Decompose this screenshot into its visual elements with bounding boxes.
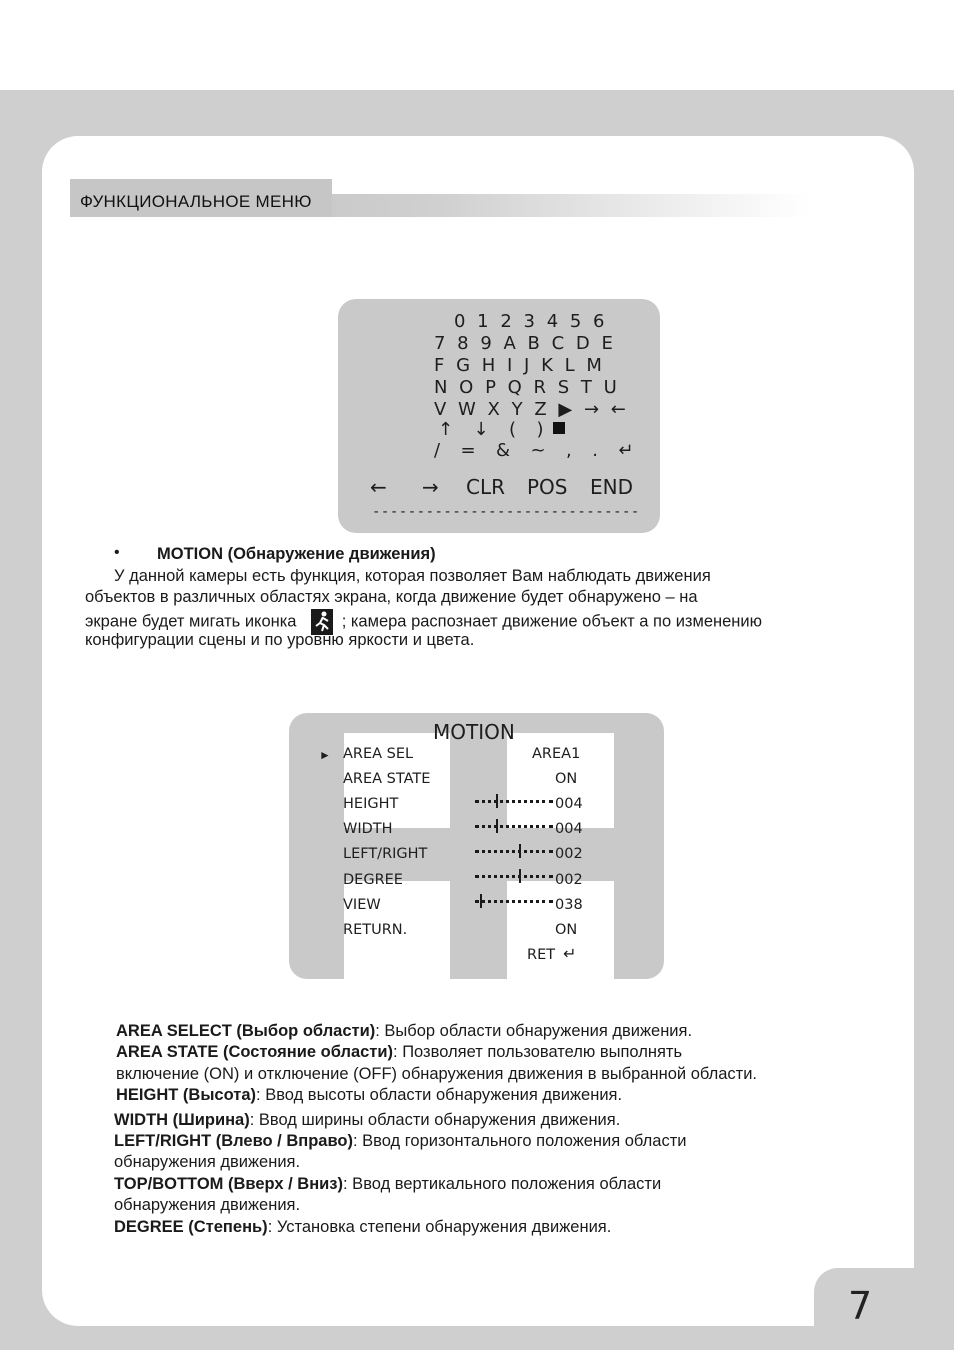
- definition-continuation: обнаружения движения.: [114, 1196, 301, 1214]
- charset-row: 0 1 2 3 4 5 6: [454, 311, 608, 332]
- paragraph-line: У данной камеры есть функция, которая позволяет Вам наблюдать движения: [114, 567, 711, 585]
- menu-item-label: WIDTH: [343, 821, 393, 837]
- block-char-icon: [553, 422, 565, 434]
- definition-area-select: AREA SELECT (Выбор области): Выбор области обнаружения движения.: [116, 1022, 693, 1040]
- definition-area-state: AREA STATE (Состояние области): Позволяет пользователю выполнять: [116, 1043, 683, 1061]
- definition-left-right: LEFT/RIGHT (Влево / Вправо): Ввод горизонтального положения области: [114, 1132, 687, 1150]
- menu-title: MOTION: [433, 720, 515, 744]
- left-right-slider: [475, 844, 553, 858]
- nav-pos: POS: [527, 475, 568, 499]
- menu-item-value: 004: [555, 796, 583, 812]
- charset-row: 7 8 9 A B C D E: [434, 333, 616, 354]
- menu-item-label: DEGREE: [343, 872, 403, 888]
- page-number-tab: [814, 1268, 954, 1350]
- definition-continuation: обнаружения движения.: [114, 1153, 301, 1171]
- charset-row: F G H I J K L M: [434, 355, 605, 376]
- charset-row: ↑ ↓ ( ): [438, 419, 547, 440]
- menu-item-label: HEIGHT: [343, 796, 399, 812]
- menu-item-label: AREA STATE: [343, 771, 431, 787]
- section-title: ФУНКЦИОНАЛЬНОЕ МЕНЮ: [80, 192, 312, 211]
- charset-row: / = & ~ , . ↵: [434, 440, 637, 461]
- nav-right-arrow: →: [422, 475, 439, 499]
- charset-row: V W X Y Z ▶ → ←: [434, 399, 629, 420]
- nav-left-arrow: ←: [370, 475, 387, 499]
- menu-item-value: ON: [555, 771, 578, 787]
- ret-label: RET: [527, 947, 556, 963]
- menu-item-label: VIEW: [343, 897, 381, 913]
- menu-item-label: RETURN.: [343, 922, 408, 938]
- charset-row: N O P Q R S T U: [434, 377, 620, 398]
- width-slider: [475, 819, 553, 833]
- menu-item-value: ON: [555, 922, 578, 938]
- page-number: 7: [848, 1284, 873, 1328]
- menu-item-value: 038: [555, 897, 583, 913]
- nav-clr: CLR: [466, 475, 506, 499]
- bullet: •: [114, 544, 120, 561]
- view-slider: [475, 894, 553, 908]
- nav-end: END: [590, 475, 633, 499]
- menu-item-value: 002: [555, 846, 583, 862]
- definition-top-bottom: TOP/BOTTOM (Вверх / Вниз): Ввод вертикального положения области: [114, 1175, 662, 1193]
- definition-width: WIDTH (Ширина): Ввод ширины области обнаружения движения.: [114, 1111, 621, 1129]
- paragraph-text: экране будет мигать иконка: [85, 612, 297, 631]
- degree-slider: [475, 869, 553, 883]
- definition-height: HEIGHT (Высота): Ввод высоты области обнаружения движения.: [116, 1086, 623, 1104]
- height-slider: [475, 794, 553, 808]
- menu-item-value: 004: [555, 821, 583, 837]
- paragraph-text: ; камера распознает движение объект а по изменению: [341, 612, 763, 631]
- paragraph-line: объектов в различных областях экрана, когда движение будет обнаружено – на: [85, 588, 698, 606]
- motion-heading: MOTION (Обнаружение движения): [157, 545, 436, 563]
- definition-continuation: включение (ON) и отключение (OFF) обнаружения движения в выбранной области.: [116, 1065, 757, 1083]
- menu-item-value: AREA1: [532, 746, 581, 762]
- paragraph-line: конфигурации сцены и по уровню яркости и цвета.: [85, 631, 475, 649]
- input-dashes: ------------------------------: [372, 504, 640, 520]
- menu-item-label: LEFT/RIGHT: [343, 846, 428, 862]
- menu-item-value: 002: [555, 872, 583, 888]
- definition-degree: DEGREE (Степень): Установка степени обнаружения движения.: [114, 1218, 612, 1236]
- return-arrow-icon: ↵: [563, 944, 577, 963]
- selector-arrow-icon: ►: [319, 748, 331, 762]
- menu-item-label: AREA SEL: [343, 746, 414, 762]
